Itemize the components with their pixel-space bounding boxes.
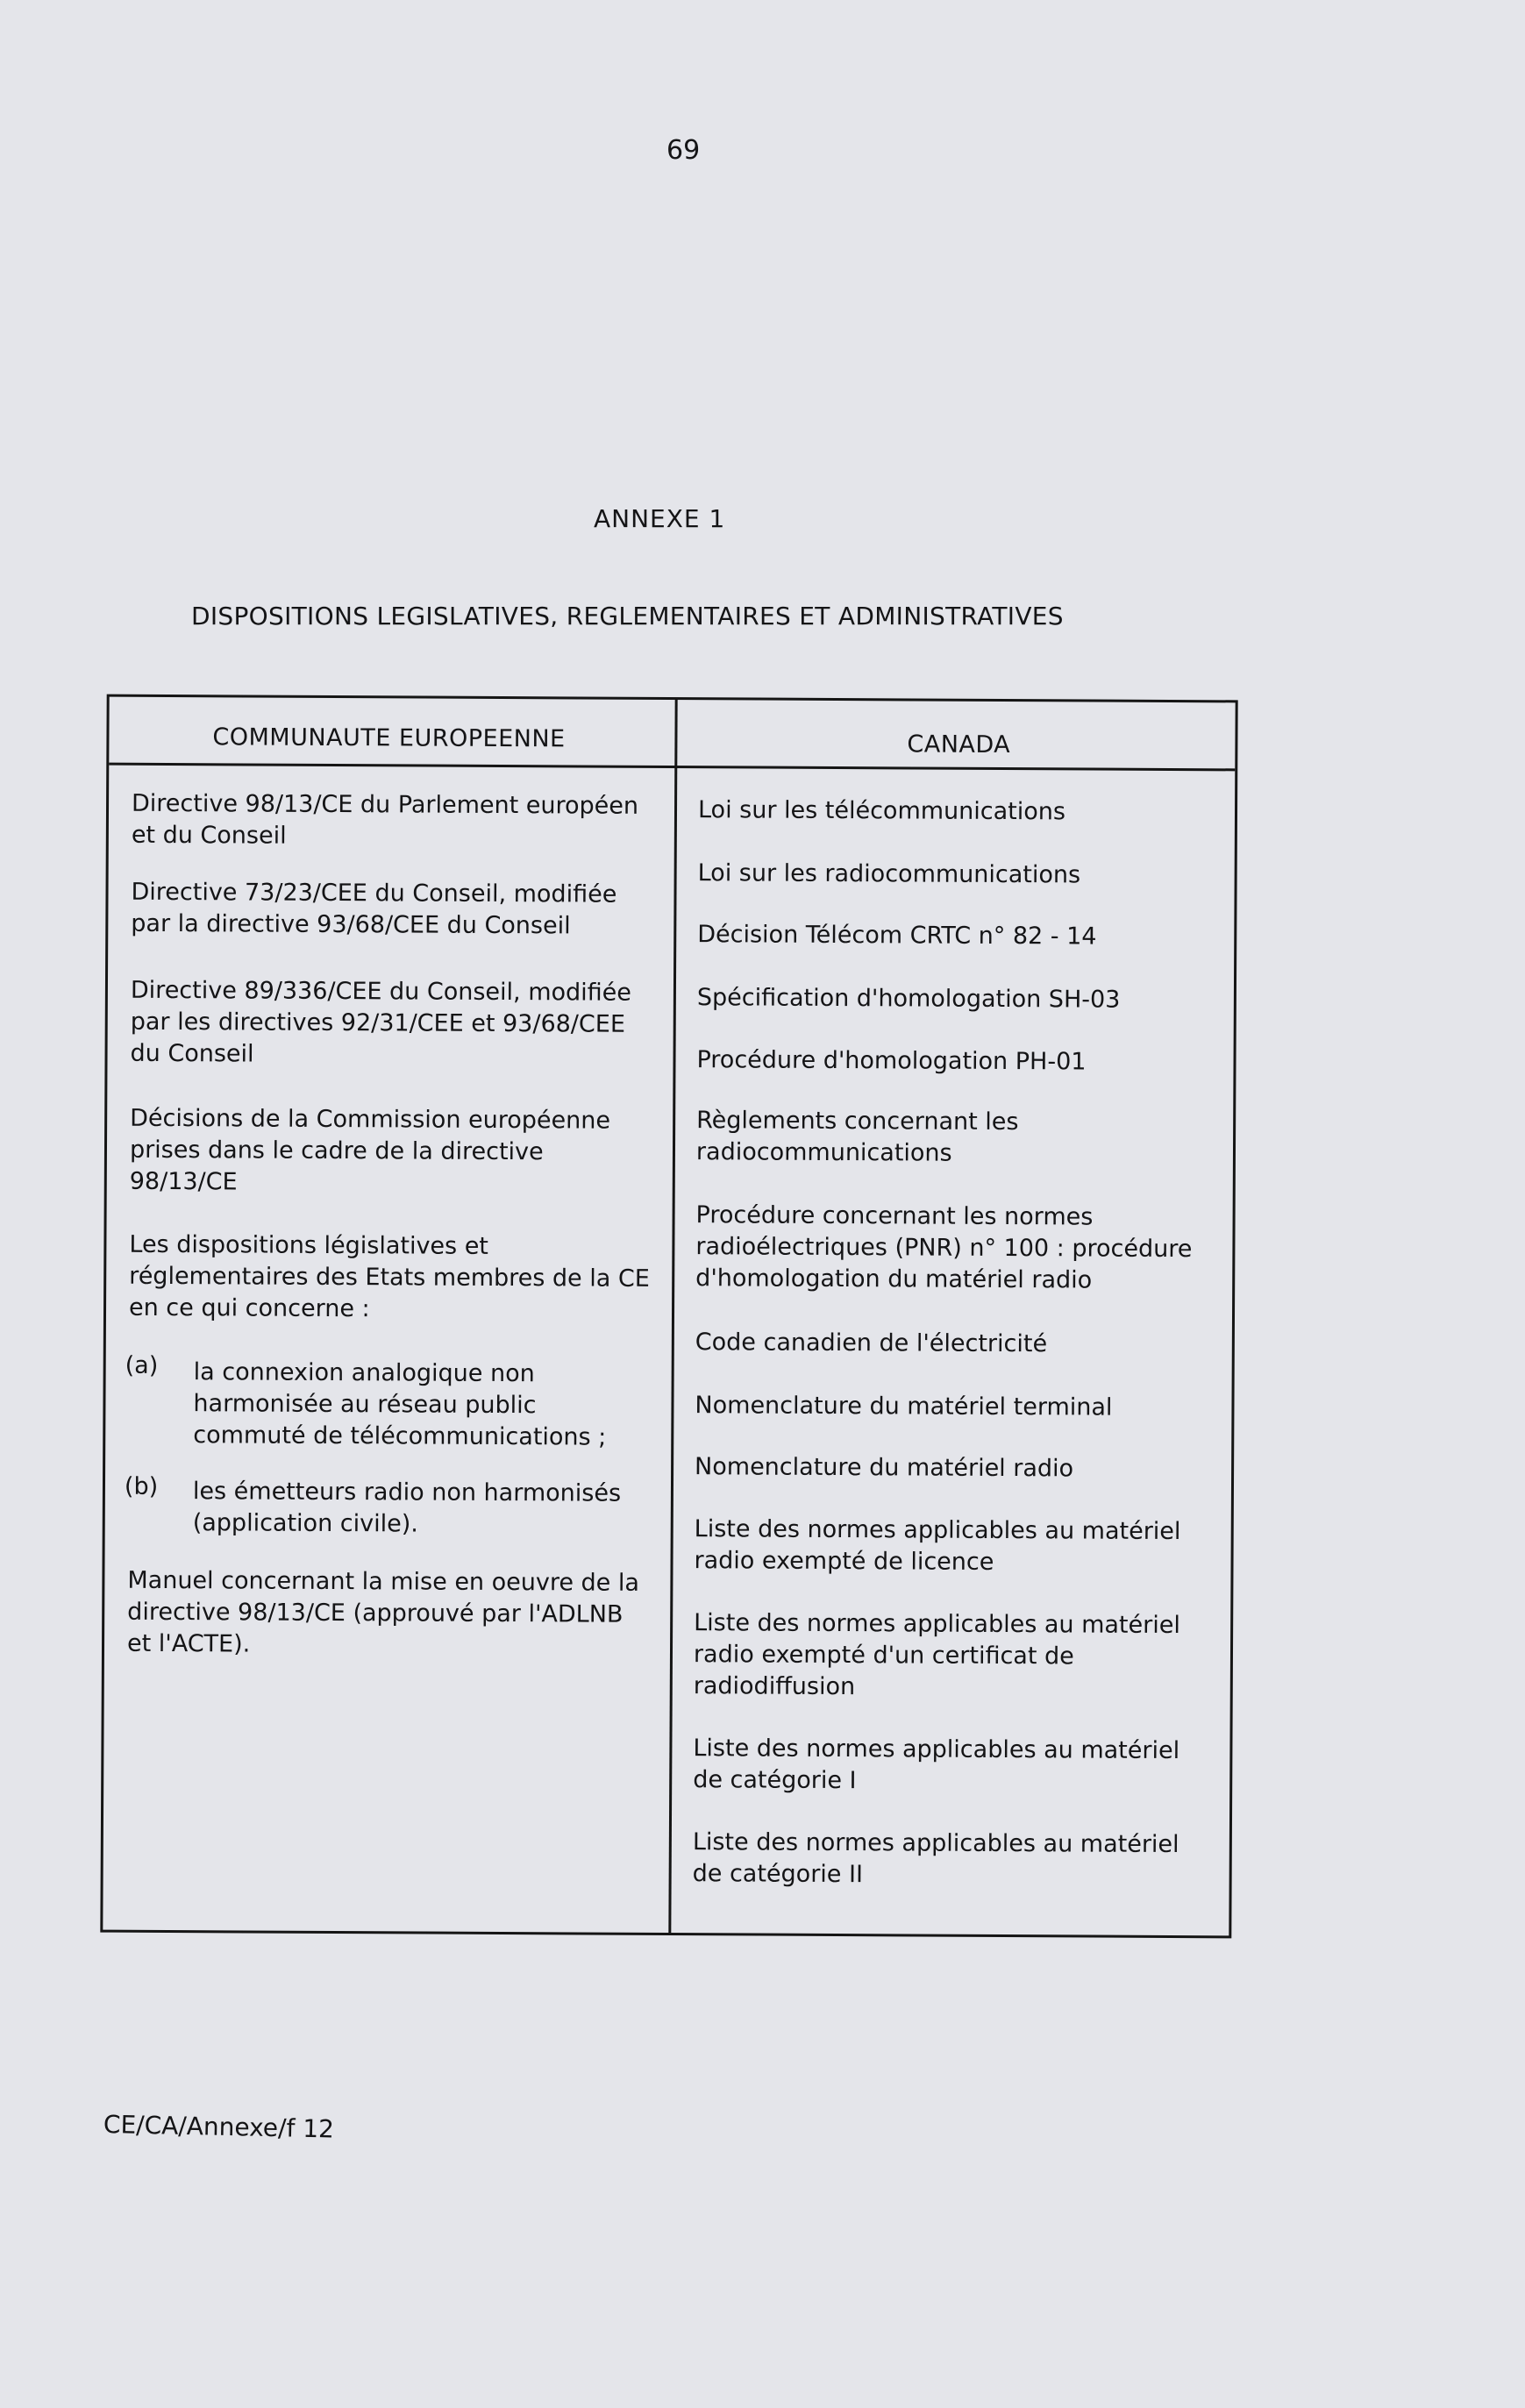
sub-item-text: la connexion analogique non harmonisée au réseau public commuté de télécommunications ;	[193, 1358, 607, 1451]
canada-entry: Loi sur les radiocommunications	[697, 859, 1081, 889]
canada-entry: Code canadien de l'électricité	[695, 1329, 1048, 1358]
sub-item-text: les émetteurs radio non harmonisés (application civile).	[192, 1478, 622, 1538]
canada-entry: Règlements concernant les radiocommunications	[695, 1107, 1019, 1167]
canada-entry: Spécification d'homologation SH-03	[696, 984, 1121, 1014]
eu-entry: Manuel concernant la mise en oeuvre de la directive 98/13/CE (approuvé par l'ADLNB et l'ACTE).	[126, 1566, 640, 1658]
canada-entry: Procédure concernant les normes radioélectriques (PNR) n° 100 : procédure d'homologation du matériel radio	[695, 1201, 1193, 1294]
canada-entry: Nomenclature du matériel radio	[695, 1453, 1074, 1483]
header-rule	[109, 763, 1235, 772]
eu-entry: Directive 89/336/CEE du Conseil, modifiée par les directives 92/31/CEE et 93/68/CEE du Conseil	[130, 976, 632, 1068]
eu-entry: Les dispositions législatives et réglementaires des Etats membres de la CE en ce qui concerne :	[128, 1230, 650, 1323]
eu-entry: Directive 98/13/CE du Parlement européen et du Conseil	[131, 789, 639, 850]
sub-item-marker: (a)	[125, 1351, 159, 1379]
canada-entry: Décision Télécom CRTC n° 82 - 14	[697, 921, 1097, 951]
document-reference: CE/CA/Annexe/f 12	[103, 2110, 335, 2144]
canada-entry: Liste des normes applicables au matériel de catégorie II	[692, 1828, 1179, 1889]
canada-entry: Nomenclature du matériel terminal	[695, 1392, 1113, 1421]
section-title: DISPOSITIONS LEGISLATIVES, REGLEMENTAIRES ET ADMINISTRATIVES	[191, 602, 1064, 630]
eu-entry: Décisions de la Commission européenne prises dans le cadre de la directive 98/13/CE	[129, 1104, 611, 1196]
header-canada: CANADA	[907, 730, 1011, 759]
eu-entry: Directive 73/23/CEE du Conseil, modifiée par la directive 93/68/CEE du Conseil	[131, 878, 617, 940]
annex-title: ANNEXE 1	[594, 504, 726, 533]
canada-entry: Liste des normes applicables au matériel de catégorie I	[693, 1735, 1180, 1795]
canada-entry: Loi sur les télécommunications	[697, 796, 1066, 826]
canada-entry: Liste des normes applicables au matériel radio exempté de licence	[694, 1515, 1181, 1576]
column-divider	[668, 700, 677, 1933]
provisions-table	[100, 695, 1237, 1939]
canada-entry: Procédure d'homologation PH-01	[696, 1046, 1087, 1076]
canada-entry: Liste des normes applicables au matériel radio exempté d'un certificat de radiodiffusion	[693, 1609, 1180, 1701]
header-european-community: COMMUNAUTE EUROPEENNE	[212, 723, 566, 753]
page-number: 69	[666, 135, 701, 166]
sub-item-marker: (b)	[124, 1472, 159, 1500]
